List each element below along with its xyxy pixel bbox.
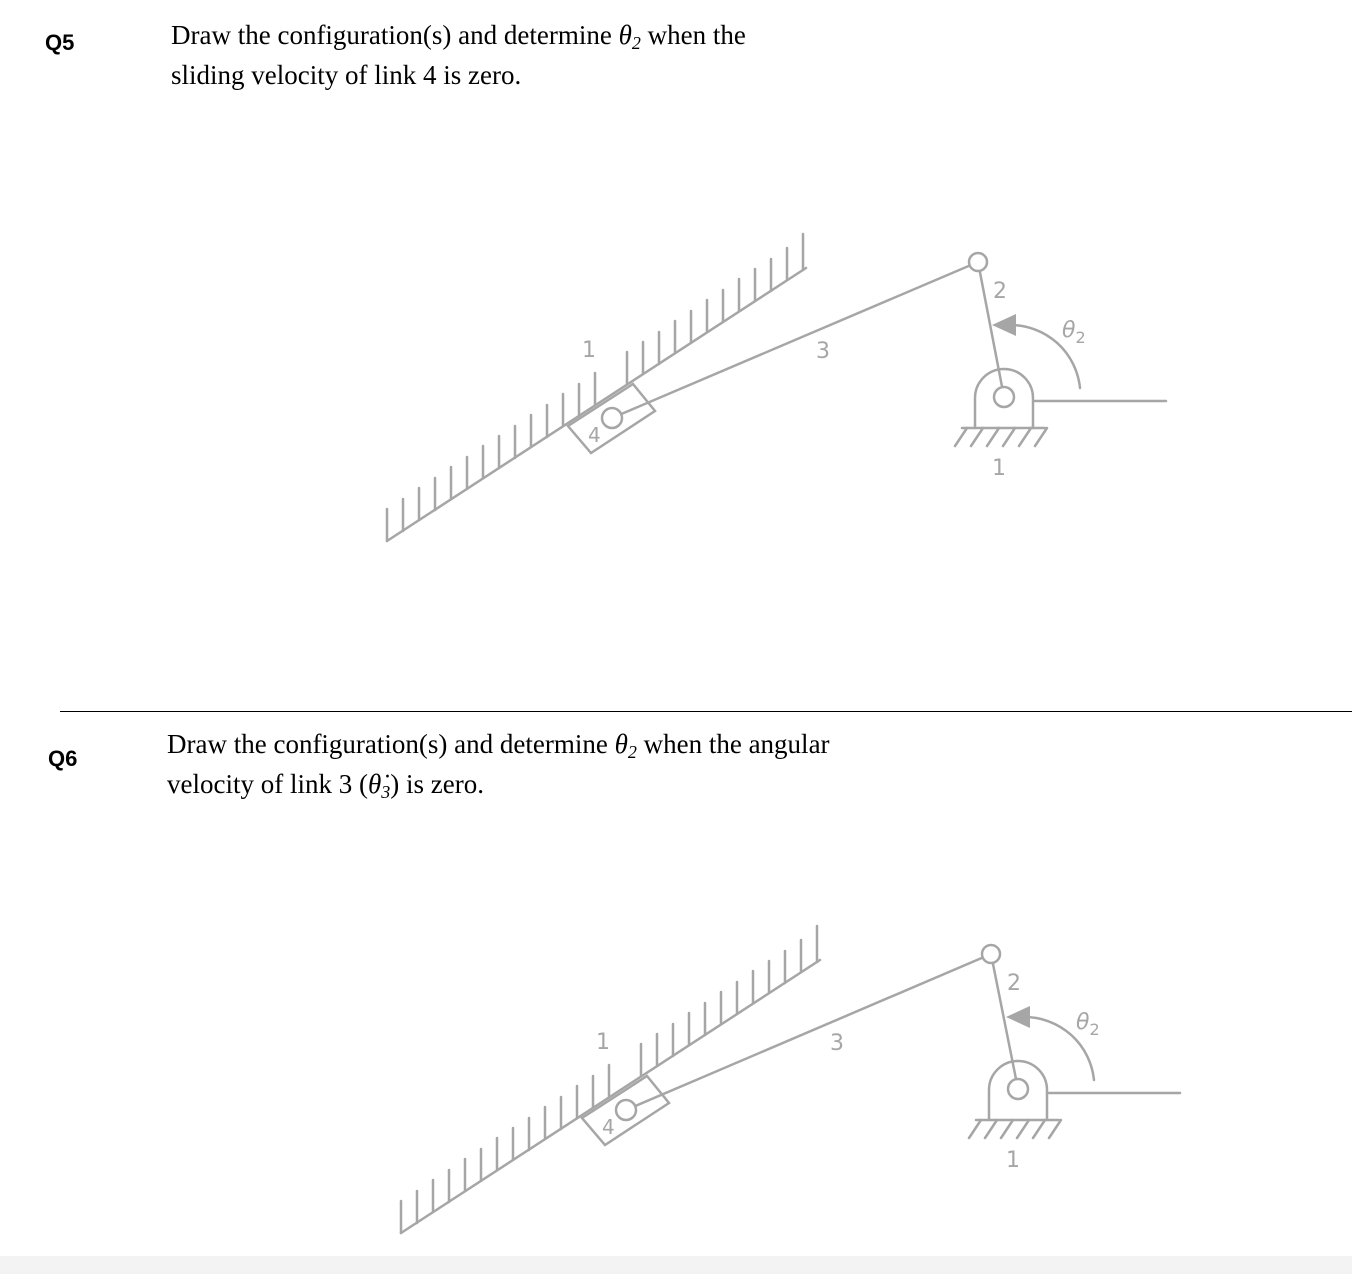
label-ground-link1: 1 [582,338,596,363]
theta2-symbol [618,20,641,53]
theta-glyph: θ [618,20,632,50]
question-text-q5 [171,15,746,95]
coupler-link3 [612,262,978,418]
label-crank-link2: 2 [1007,971,1021,996]
crank-coupler-joint [969,253,987,271]
theta-subscript: 3 [381,782,391,802]
label-coupler-link3: 3 [816,339,830,364]
label-coupler-link3: 3 [830,1031,844,1056]
q6-line2-end: ) is zero. [390,769,484,799]
theta-glyph: θ [614,729,628,759]
theta3-dot-symbol [367,769,391,802]
label-pivot-ground: 1 [1006,1148,1020,1173]
question-q5-line2: sliding velocity of link 4 is zero. [171,60,522,90]
inclined-ground-line [387,268,806,541]
q5-line1-start: Draw the configuration(s) and determine [171,20,619,50]
q6-line1-start: Draw the configuration(s) and determine [167,729,615,759]
pivot-ground-hatching [955,428,1047,446]
label-slider-link4: 4 [602,1115,615,1139]
inclined-ground-line [401,960,820,1233]
mechanism-diagram-q5 [0,200,1352,600]
question-text-q6 [167,724,830,804]
question-q6-line2 [167,764,830,804]
ground-hatching [401,926,817,1233]
label-pivot-ground: 1 [992,456,1006,481]
pivot-ground-hatching [969,1120,1061,1138]
angle-arrow-icon [1006,1006,1030,1028]
mechanism-diagram-q6 [0,880,1352,1280]
crank-coupler-joint [982,945,1000,963]
question-label-q5: Q5 [45,30,75,55]
theta2-symbol [614,729,637,762]
q6-line2-start: velocity of link 3 ( [167,769,368,799]
slider-pin-joint [616,1100,636,1120]
section-divider [60,711,1352,712]
page-footer-band [0,1256,1352,1274]
label-angle-theta2: $\theta_2$ [1062,318,1086,347]
label-crank-link2: 2 [993,279,1007,304]
question-q6-line1 [167,724,830,764]
theta-dot-glyph: θ̇ [367,769,382,799]
label-angle-theta2: $\theta_2$ [1076,1010,1100,1039]
coupler-link3 [626,954,991,1110]
ground-pivot-joint [994,387,1014,407]
theta-subscript: 2 [631,33,641,53]
slider-pin-joint [602,408,622,428]
question-q5-line1 [171,15,746,55]
q6-line1-end: when the angular [636,729,830,759]
ground-pivot-joint [1008,1079,1028,1099]
angle-arrow-icon [992,314,1016,336]
label-slider-link4: 4 [588,423,601,447]
theta-subscript: 2 [627,742,637,762]
ground-hatching [387,234,803,541]
question-label-q6: Q6 [48,746,78,771]
label-ground-link1: 1 [596,1030,610,1055]
q5-line1-end: when the [640,20,746,50]
